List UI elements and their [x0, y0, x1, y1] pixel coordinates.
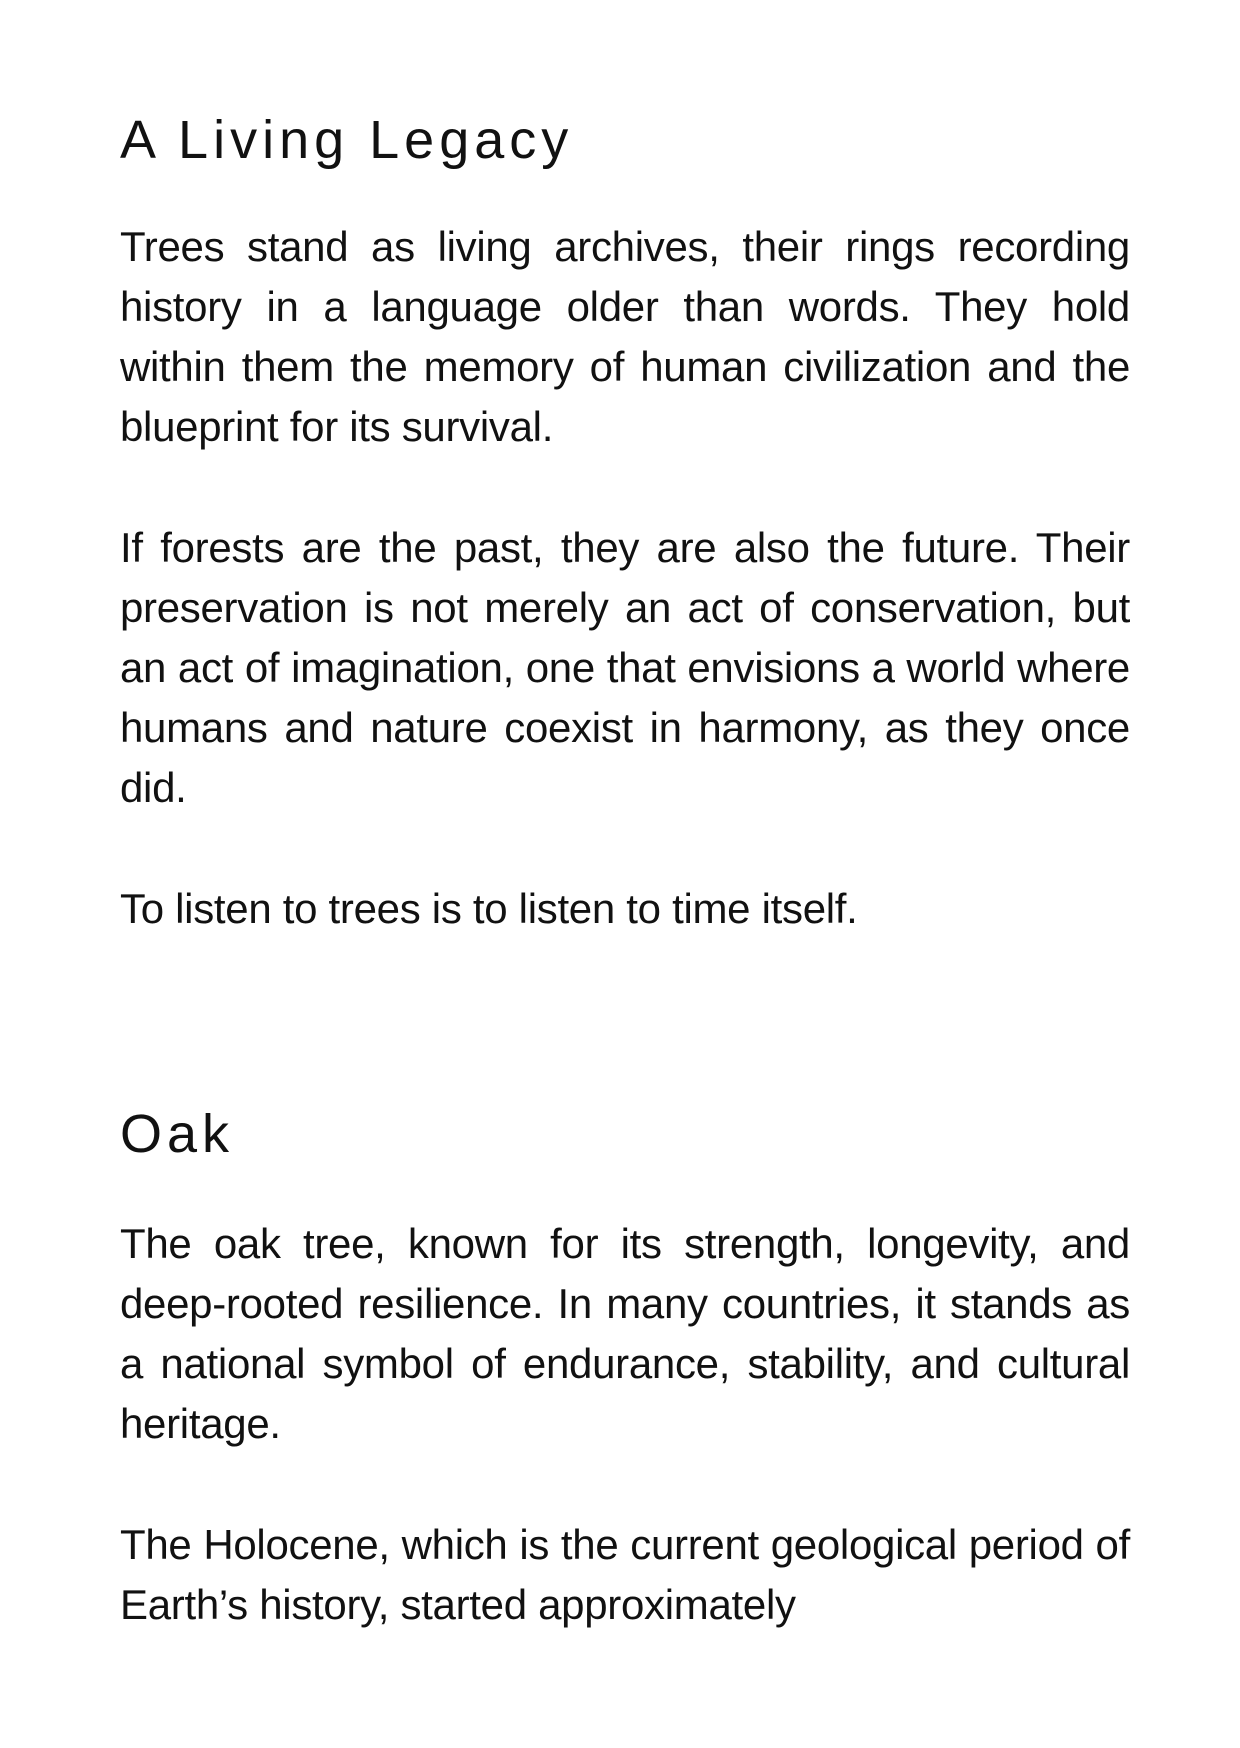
section-a-living-legacy [120, 108, 1130, 939]
body-paragraph: If forests are the past, they are also the future. Their preservation is not merely an act of conservation, but an act of imagination, one that envisions a world where humans and nature coexist in harmony, as they once did. [120, 524, 1130, 811]
section-oak [120, 1102, 1130, 1635]
body-paragraph: The oak tree, known for its strength, longevity, and deep-rooted resilience. In many countries, it stands as a national symbol of endurance, stability, and cultural heritage. [120, 1220, 1130, 1447]
body-paragraph: The Holocene, which is the current geological period of Earth’s history, started approximately [120, 1521, 1130, 1628]
section-heading: A Living Legacy [120, 110, 574, 170]
body-paragraph: To listen to trees is to listen to time itself. [120, 885, 858, 932]
body-paragraph: Trees stand as living archives, their rings recording history in a language older than words. They hold within them the memory of human civilization and the blueprint for its survival. [120, 223, 1130, 450]
section-heading: Oak [120, 1104, 235, 1164]
